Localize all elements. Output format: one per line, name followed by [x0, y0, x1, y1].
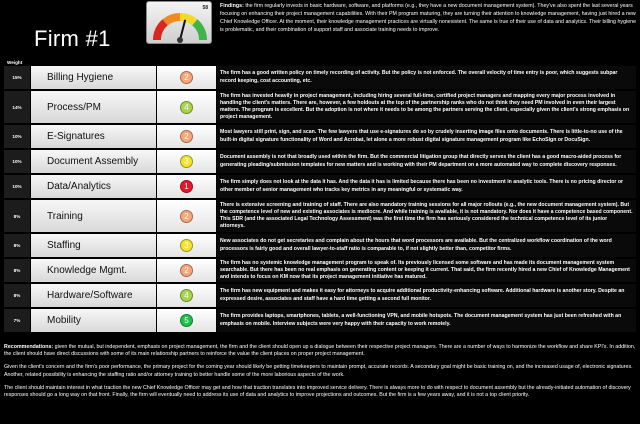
row-category: Knowledge Mgmt. — [31, 259, 157, 282]
row-score-cell — [157, 175, 217, 198]
row-weight: 15% — [4, 66, 31, 89]
weight-column-header: Weight — [7, 60, 23, 65]
table-row — [4, 175, 636, 198]
score-circle: 4 — [180, 289, 193, 302]
scorecard-table — [4, 66, 636, 334]
row-weight: 10% — [4, 175, 31, 198]
table-row — [4, 284, 636, 307]
row-description: The firm has new equipment and makes it easy for attorneys to acquire additional productivity-enhancing software. Additional hardware is another story. Despite an expressed desire, associates and staff have a hard time getting a second full monitor. — [217, 284, 636, 307]
row-score-cell — [157, 91, 217, 123]
row-category: Billing Hygiene — [31, 66, 157, 89]
row-category: Mobility — [31, 309, 157, 332]
row-description: There is extensive screening and training of staff. There are also mandatory training sessions for all major rollouts (e.g., the new document management system). But the competence level of new and existing associates is mediocre. And while training is available, it is not mandatory. Nor does it have a competence based component. This SDR (and the associated Legal Technology Assessment) was the first time the firm has seriously considered the technical competence level of its junior attorneys. — [217, 200, 636, 232]
recommendations-label: Recommendations: — [4, 344, 54, 350]
findings-label: Findings: — [220, 3, 244, 9]
gauge-score: 58 — [202, 5, 208, 11]
recommendations-p1: given the mutual, but independent, emphasis on project management, the firm and the client should open up a dialogue between their respective project managers. There are a number of ways to harmonize the workflow and share KPI's. In addition, the client should have direct discussions with some of its main relationship partners to reinforce the value the client places on proper project management. — [4, 344, 636, 358]
row-score-cell — [157, 66, 217, 89]
score-circle: 3 — [180, 239, 193, 252]
score-circle: 2 — [180, 71, 193, 84]
table-row — [4, 200, 636, 232]
row-score-cell — [157, 234, 217, 257]
row-category: Hardware/Software — [31, 284, 157, 307]
row-weight: 10% — [4, 125, 31, 148]
table-row — [4, 309, 636, 332]
row-score-cell — [157, 309, 217, 332]
score-circle: 2 — [180, 210, 193, 223]
page-title: Firm #1 — [34, 26, 111, 51]
table-row — [4, 91, 636, 123]
row-score-cell — [157, 150, 217, 173]
score-circle: 3 — [180, 155, 193, 168]
table-row — [4, 150, 636, 173]
table-row — [4, 259, 636, 282]
row-category: Training — [31, 200, 157, 232]
recommendations-p3: The client should maintain interest in what traction the new Chief Knowledge Officer may get and how that traction translates into improved service delivery. There is always more to do with respect to document assembly but the already-initiated automation of discovery responses should go a long way on that front. Finally, the firm will eventually need to address its use of data and analytics to improve projections and outcomes. But the firm is a few years away, and it is not a top client priority. — [4, 384, 631, 399]
row-category: Data/Analytics — [31, 175, 157, 198]
score-circle: 5 — [180, 314, 193, 327]
table-row — [4, 125, 636, 148]
findings-body: the firm regularly invests in basic hardware, software, and platforms (e.g., they have a new document management system). They've also spent the last several years focusing on enhancing their project management capabilities. With their PM program maturing, they are turning their attention to knowledge management, having just hired a new Chief Knowledge Officer. At the moment, their knowledge management practices are virtually nonexistent. The same is true of their use of data and analytics. Their billing hygiene is problematic, and their combination of support staff and associate training needs to improve. — [220, 3, 637, 34]
score-circle: 1 — [180, 180, 193, 193]
row-weight: 8% — [4, 284, 31, 307]
row-weight: 8% — [4, 200, 31, 232]
row-weight: 10% — [4, 150, 31, 173]
recommendations-p2: Given the client's concern and the firm's poor performance, the primary project for the coming year should likely be getting timekeepers to maintain prompt, accurate records. A secondary goal might be basic training on, and the increased usage of, electronic signatures. Another, related possibility is enhancing the staffing ratio and/or attorney training to better handle some of the more laborious aspects of the work. — [4, 364, 633, 378]
row-weight: 8% — [4, 234, 31, 257]
findings-text — [220, 2, 638, 34]
row-category: Staffing — [31, 234, 157, 257]
row-description: Most lawyers still print, sign, and scan. The few lawyers that use e-signatures do so by crudely inserting image files onto documents. There is little-to-no use of the built-in digital signature functionality of Word and Acrobat, let alone a more robust digital signature management program like EchoSign or DocuSign. — [217, 125, 636, 148]
score-circle: 4 — [180, 101, 193, 114]
score-circle: 2 — [180, 130, 193, 143]
row-category: Document Assembly — [31, 150, 157, 173]
row-description: The firm provides laptops, smartphones, tablets, a well-functioning VPN, and mobile hotspots. The document management system has just been refreshed with an emphasis on mobile. Interview subjects were very happy with their capacity to work remotely. — [217, 309, 636, 332]
score-circle: 2 — [180, 264, 193, 277]
row-weight: 14% — [4, 91, 31, 123]
row-description: The firm has a good written policy on timely recording of activity. But the policy is not enforced. The overall velocity of time entry is poor, which suggests subpar record keeping, cost accounting, etc. — [217, 66, 636, 89]
row-weight: 8% — [4, 259, 31, 282]
row-description: Document assembly is not that broadly used within the firm. But the commercial litigation group that directly serves the client has a good macro-aided process for generating pleading/submission templates for new matters and is working with their PM department on a more automated way to complete discovery responses. — [217, 150, 636, 173]
row-score-cell — [157, 259, 217, 282]
row-weight: 7% — [4, 309, 31, 332]
gauge-icon — [146, 1, 212, 44]
row-description: The firm has invested heavily in project management, including hiring several full-time, certified project managers and mapping every major process involved in handling the client's matters. There are, however, a few holdouts at the top of the partnership ranks who do not think they need PM involved in even their largest matters. The program is excellent. But the adoption is not where it needs to be among the partners serving the client, especially given the client's strong emphasis on project management. — [217, 91, 636, 123]
table-row — [4, 234, 636, 257]
table-row — [4, 66, 636, 89]
row-score-cell — [157, 125, 217, 148]
row-description: The firm simply does not look at the data it has. And the data it has is limited because there has been no investment in analytic tools. There is no pricing director or other member of senior management who tracks key metrics in any meaningful or systematic way. — [217, 175, 636, 198]
row-description: The firm has no systemic knowledge management program to speak of. Its previously licensed some software and has made its document management system searchable. But there has been no real emphasis on generating content or keeping it current. That said, the firm recently hired a new Chief of Knowledge Management and intends to focus on KM now that its project management initiative has matured. — [217, 259, 636, 282]
row-category: E-Signatures — [31, 125, 157, 148]
row-description: New associates do not get secretaries and complain about the hours that word processors are available. But the centralized workflow coordination of the word processors is fairly good and overall lawyer-to-staff ratio is comparable to, if not slightly better than, competitor firms. — [217, 234, 636, 257]
row-score-cell — [157, 200, 217, 232]
row-category: Process/PM — [31, 91, 157, 123]
row-score-cell — [157, 284, 217, 307]
recommendations — [4, 344, 636, 405]
